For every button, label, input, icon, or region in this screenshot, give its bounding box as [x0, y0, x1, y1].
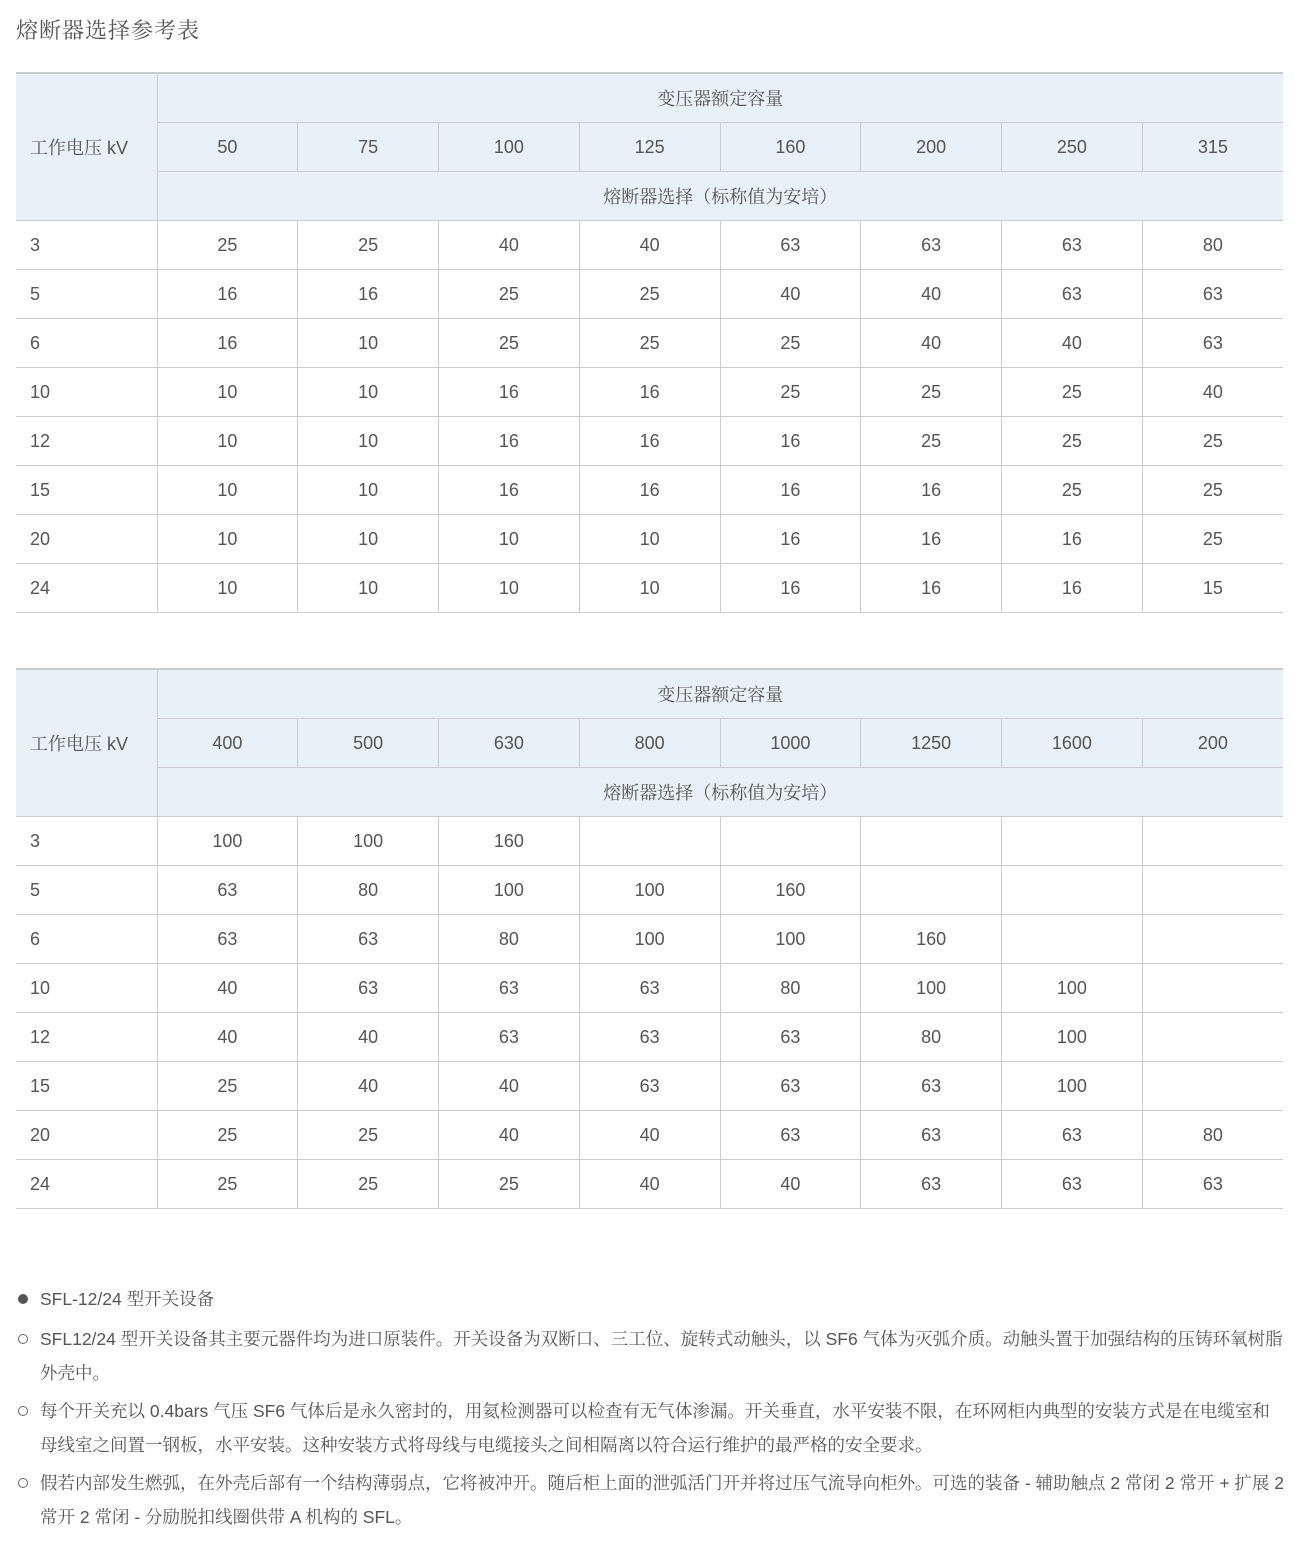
fuse-value-cell — [1002, 866, 1143, 915]
fuse-value-cell: 15 — [1142, 564, 1283, 613]
voltage-cell: 3 — [16, 221, 157, 270]
fuse-value-cell: 63 — [1142, 270, 1283, 319]
table-row — [16, 1062, 1283, 1111]
fuse-value-cell — [861, 866, 1002, 915]
fuse-value-cell: 25 — [861, 417, 1002, 466]
voltage-cell: 10 — [16, 368, 157, 417]
fuse-value-cell: 100 — [157, 817, 298, 866]
fuse-value-cell: 63 — [1002, 1111, 1143, 1160]
table-row — [16, 368, 1283, 417]
table-row — [16, 1013, 1283, 1062]
fuse-value-cell: 25 — [1002, 417, 1143, 466]
fuse-value-cell: 25 — [157, 1111, 298, 1160]
note-item — [16, 1394, 1286, 1462]
fuse-value-cell: 10 — [579, 515, 720, 564]
fuse-value-cell: 25 — [1002, 368, 1143, 417]
capacity-cell: 315 — [1142, 123, 1283, 172]
note-item — [16, 1322, 1286, 1390]
fuse-value-cell: 16 — [439, 466, 580, 515]
fuse-value-cell: 63 — [720, 1062, 861, 1111]
table-row — [16, 915, 1283, 964]
fuse-value-cell: 80 — [439, 915, 580, 964]
fuse-value-cell: 16 — [861, 564, 1002, 613]
fuse-value-cell: 160 — [720, 866, 861, 915]
fuse-value-cell — [1142, 964, 1283, 1013]
fuse-value-cell: 10 — [439, 515, 580, 564]
fuse-value-cell: 25 — [1142, 417, 1283, 466]
fuse-value-cell: 40 — [157, 1013, 298, 1062]
notes-heading-text: SFL-12/24 型开关设备 — [40, 1289, 215, 1309]
notes-heading — [16, 1282, 1286, 1316]
fuse-value-cell: 16 — [157, 319, 298, 368]
fuse-value-cell: 25 — [1002, 466, 1143, 515]
table-row — [16, 1111, 1283, 1160]
fuse-value-cell: 80 — [298, 866, 439, 915]
fuse-value-cell: 16 — [298, 270, 439, 319]
fuse-header: 熔断器选择（标称值为安培） — [157, 768, 1283, 817]
fuse-value-cell — [1142, 817, 1283, 866]
fuse-value-cell: 63 — [1002, 270, 1143, 319]
fuse-value-cell: 63 — [720, 1111, 861, 1160]
capacity-cell: 200 — [861, 123, 1002, 172]
note-item-text: 假若内部发生燃弧，在外壳后部有一个结构薄弱点，它将被冲开。随后柜上面的泄弧活门开并将过压气流导向柜外。可选的装备 - 辅助触点 2 常闭 2 常开 + 扩展 2 常开 2 常闭 - 分励脱扣线圈供带 A 机构的 SFL。 — [40, 1473, 1284, 1527]
fuse-value-cell: 10 — [298, 466, 439, 515]
fuse-value-cell: 80 — [1142, 1111, 1283, 1160]
fuse-value-cell — [579, 817, 720, 866]
fuse-value-cell: 10 — [298, 564, 439, 613]
table-row — [16, 817, 1283, 866]
fuse-value-cell: 63 — [157, 915, 298, 964]
fuse-value-cell: 25 — [861, 368, 1002, 417]
fuse-value-cell: 160 — [439, 817, 580, 866]
fuse-header: 熔断器选择（标称值为安培） — [157, 172, 1283, 221]
fuse-value-cell: 80 — [861, 1013, 1002, 1062]
fuse-value-cell: 16 — [1002, 515, 1143, 564]
fuse-value-cell: 10 — [298, 319, 439, 368]
fuse-value-cell: 25 — [157, 1160, 298, 1209]
capacity-cell: 500 — [298, 719, 439, 768]
fuse-value-cell: 10 — [157, 466, 298, 515]
fuse-value-cell: 40 — [720, 270, 861, 319]
fuse-value-cell: 40 — [579, 1160, 720, 1209]
fuse-value-cell: 63 — [1002, 1160, 1143, 1209]
voltage-header: 工作电压 kV — [16, 73, 157, 221]
fuse-value-cell: 100 — [298, 817, 439, 866]
fuse-value-cell: 25 — [579, 270, 720, 319]
fuse-value-cell: 63 — [439, 964, 580, 1013]
fuse-value-cell: 10 — [439, 564, 580, 613]
fuse-value-cell — [1002, 915, 1143, 964]
voltage-cell: 15 — [16, 466, 157, 515]
voltage-cell: 20 — [16, 1111, 157, 1160]
fuse-value-cell: 10 — [298, 368, 439, 417]
fuse-value-cell: 10 — [157, 368, 298, 417]
fuse-value-cell: 10 — [298, 417, 439, 466]
fuse-value-cell: 10 — [157, 417, 298, 466]
fuse-value-cell: 16 — [579, 417, 720, 466]
fuse-value-cell: 63 — [579, 964, 720, 1013]
capacity-cell: 400 — [157, 719, 298, 768]
note-item-text: SFL12/24 型开关设备其主要元器件均为进口原装件。开关设备为双断口、三工位、旋转式动触头，以 SF6 气体为灭弧介质。动触头置于加强结构的压铸环氧树脂外壳中。 — [40, 1329, 1283, 1383]
table-row — [16, 866, 1283, 915]
fuse-value-cell: 100 — [439, 866, 580, 915]
fuse-value-cell: 10 — [579, 564, 720, 613]
fuse-value-cell: 25 — [720, 319, 861, 368]
capacity-cell: 200 — [1142, 719, 1283, 768]
table-row — [16, 564, 1283, 613]
fuse-value-cell: 40 — [298, 1062, 439, 1111]
capacity-cell: 50 — [157, 123, 298, 172]
fuse-value-cell: 63 — [720, 1013, 861, 1062]
fuse-value-cell: 100 — [861, 964, 1002, 1013]
hollow-bullet-icon — [18, 1478, 28, 1488]
fuse-value-cell: 63 — [439, 1013, 580, 1062]
hollow-bullet-icon — [18, 1334, 28, 1344]
voltage-cell: 15 — [16, 1062, 157, 1111]
fuse-value-cell: 63 — [861, 1111, 1002, 1160]
fuse-value-cell: 63 — [720, 221, 861, 270]
capacity-cell: 1000 — [720, 719, 861, 768]
fuse-value-cell: 63 — [298, 915, 439, 964]
capacity-header: 变压器额定容量 — [157, 669, 1283, 719]
fuse-value-cell: 16 — [157, 270, 298, 319]
fuse-value-cell: 100 — [720, 915, 861, 964]
fuse-value-cell: 25 — [298, 1111, 439, 1160]
capacity-cell: 100 — [439, 123, 580, 172]
fuse-value-cell: 100 — [579, 866, 720, 915]
fuse-value-cell: 40 — [439, 1062, 580, 1111]
fuse-value-cell — [720, 817, 861, 866]
voltage-cell: 12 — [16, 1013, 157, 1062]
capacity-cell: 1250 — [861, 719, 1002, 768]
capacity-header: 变压器额定容量 — [157, 73, 1283, 123]
fuse-value-cell: 63 — [1002, 221, 1143, 270]
fuse-value-cell — [1142, 866, 1283, 915]
fuse-value-cell — [1142, 1013, 1283, 1062]
note-item — [16, 1466, 1286, 1534]
fuse-value-cell: 100 — [1002, 964, 1143, 1013]
fuse-value-cell: 25 — [439, 1160, 580, 1209]
fuse-value-cell: 40 — [439, 221, 580, 270]
fuse-value-cell: 100 — [1002, 1013, 1143, 1062]
table-row — [16, 964, 1283, 1013]
table-row — [16, 270, 1283, 319]
voltage-cell: 6 — [16, 915, 157, 964]
fuse-value-cell: 16 — [720, 564, 861, 613]
fuse-value-cell: 40 — [1142, 368, 1283, 417]
note-item-text: 每个开关充以 0.4bars 气压 SF6 气体后是永久密封的，用氦检测器可以检查有无气体渗漏。开关垂直，水平安装不限，在环网柜内典型的安装方式是在电缆室和母线室之间置一钢板，水平安装。这种安装方式将母线与电缆接头之间相隔离以符合运行维护的最严格的安全要求。 — [40, 1401, 1270, 1455]
fuse-value-cell: 63 — [1142, 319, 1283, 368]
fuse-value-cell: 63 — [861, 221, 1002, 270]
fuse-value-cell: 40 — [157, 964, 298, 1013]
capacity-cell: 800 — [579, 719, 720, 768]
table-row — [16, 221, 1283, 270]
fuse-value-cell: 25 — [439, 270, 580, 319]
fuse-value-cell: 16 — [579, 466, 720, 515]
hollow-bullet-icon — [18, 1406, 28, 1416]
fuse-value-cell: 25 — [579, 319, 720, 368]
fuse-value-cell: 63 — [157, 866, 298, 915]
fuse-value-cell: 63 — [579, 1013, 720, 1062]
voltage-cell: 5 — [16, 866, 157, 915]
fuse-table-1 — [16, 72, 1283, 613]
fuse-value-cell: 25 — [439, 319, 580, 368]
fuse-value-cell: 160 — [861, 915, 1002, 964]
fuse-value-cell: 80 — [1142, 221, 1283, 270]
fuse-value-cell: 16 — [861, 466, 1002, 515]
voltage-cell: 3 — [16, 817, 157, 866]
fuse-value-cell: 25 — [298, 221, 439, 270]
fuse-value-cell: 63 — [861, 1062, 1002, 1111]
voltage-cell: 12 — [16, 417, 157, 466]
fuse-value-cell: 40 — [579, 1111, 720, 1160]
voltage-cell: 24 — [16, 564, 157, 613]
fuse-value-cell: 25 — [298, 1160, 439, 1209]
fuse-table-2 — [16, 668, 1283, 1209]
capacity-cell: 1600 — [1002, 719, 1143, 768]
capacity-cell: 160 — [720, 123, 861, 172]
voltage-cell: 20 — [16, 515, 157, 564]
capacity-cell: 125 — [579, 123, 720, 172]
notes-section — [16, 1282, 1286, 1538]
fuse-value-cell: 40 — [720, 1160, 861, 1209]
fuse-value-cell: 40 — [861, 270, 1002, 319]
filled-bullet-icon — [18, 1294, 28, 1304]
fuse-value-cell: 40 — [298, 1013, 439, 1062]
fuse-value-cell: 16 — [439, 417, 580, 466]
fuse-value-cell: 16 — [579, 368, 720, 417]
fuse-value-cell: 16 — [720, 417, 861, 466]
fuse-value-cell — [861, 817, 1002, 866]
fuse-value-cell: 40 — [439, 1111, 580, 1160]
voltage-header: 工作电压 kV — [16, 669, 157, 817]
capacity-cell: 250 — [1002, 123, 1143, 172]
table-row — [16, 319, 1283, 368]
fuse-value-cell: 80 — [720, 964, 861, 1013]
voltage-cell: 10 — [16, 964, 157, 1013]
table-row — [16, 1160, 1283, 1209]
fuse-value-cell: 25 — [157, 1062, 298, 1111]
voltage-cell: 5 — [16, 270, 157, 319]
page-title: 熔断器选择参考表 — [16, 18, 201, 43]
fuse-value-cell: 100 — [1002, 1062, 1143, 1111]
fuse-value-cell: 40 — [1002, 319, 1143, 368]
capacity-cell: 75 — [298, 123, 439, 172]
voltage-cell: 6 — [16, 319, 157, 368]
fuse-value-cell: 63 — [1142, 1160, 1283, 1209]
fuse-value-cell: 16 — [720, 515, 861, 564]
fuse-value-cell: 16 — [861, 515, 1002, 564]
fuse-value-cell: 25 — [1142, 515, 1283, 564]
fuse-value-cell: 10 — [298, 515, 439, 564]
fuse-value-cell: 25 — [720, 368, 861, 417]
fuse-value-cell: 63 — [579, 1062, 720, 1111]
fuse-value-cell: 100 — [579, 915, 720, 964]
fuse-value-cell: 40 — [861, 319, 1002, 368]
fuse-value-cell: 25 — [157, 221, 298, 270]
fuse-value-cell: 16 — [439, 368, 580, 417]
voltage-cell: 24 — [16, 1160, 157, 1209]
fuse-value-cell: 10 — [157, 515, 298, 564]
fuse-value-cell — [1142, 1062, 1283, 1111]
table-row — [16, 466, 1283, 515]
fuse-value-cell: 63 — [861, 1160, 1002, 1209]
table-row — [16, 515, 1283, 564]
fuse-value-cell: 25 — [1142, 466, 1283, 515]
fuse-value-cell — [1142, 915, 1283, 964]
fuse-value-cell: 10 — [157, 564, 298, 613]
fuse-value-cell — [1002, 817, 1143, 866]
fuse-value-cell: 16 — [720, 466, 861, 515]
fuse-value-cell: 40 — [579, 221, 720, 270]
capacity-cell: 630 — [439, 719, 580, 768]
fuse-value-cell: 16 — [1002, 564, 1143, 613]
fuse-value-cell: 63 — [298, 964, 439, 1013]
table-row — [16, 417, 1283, 466]
